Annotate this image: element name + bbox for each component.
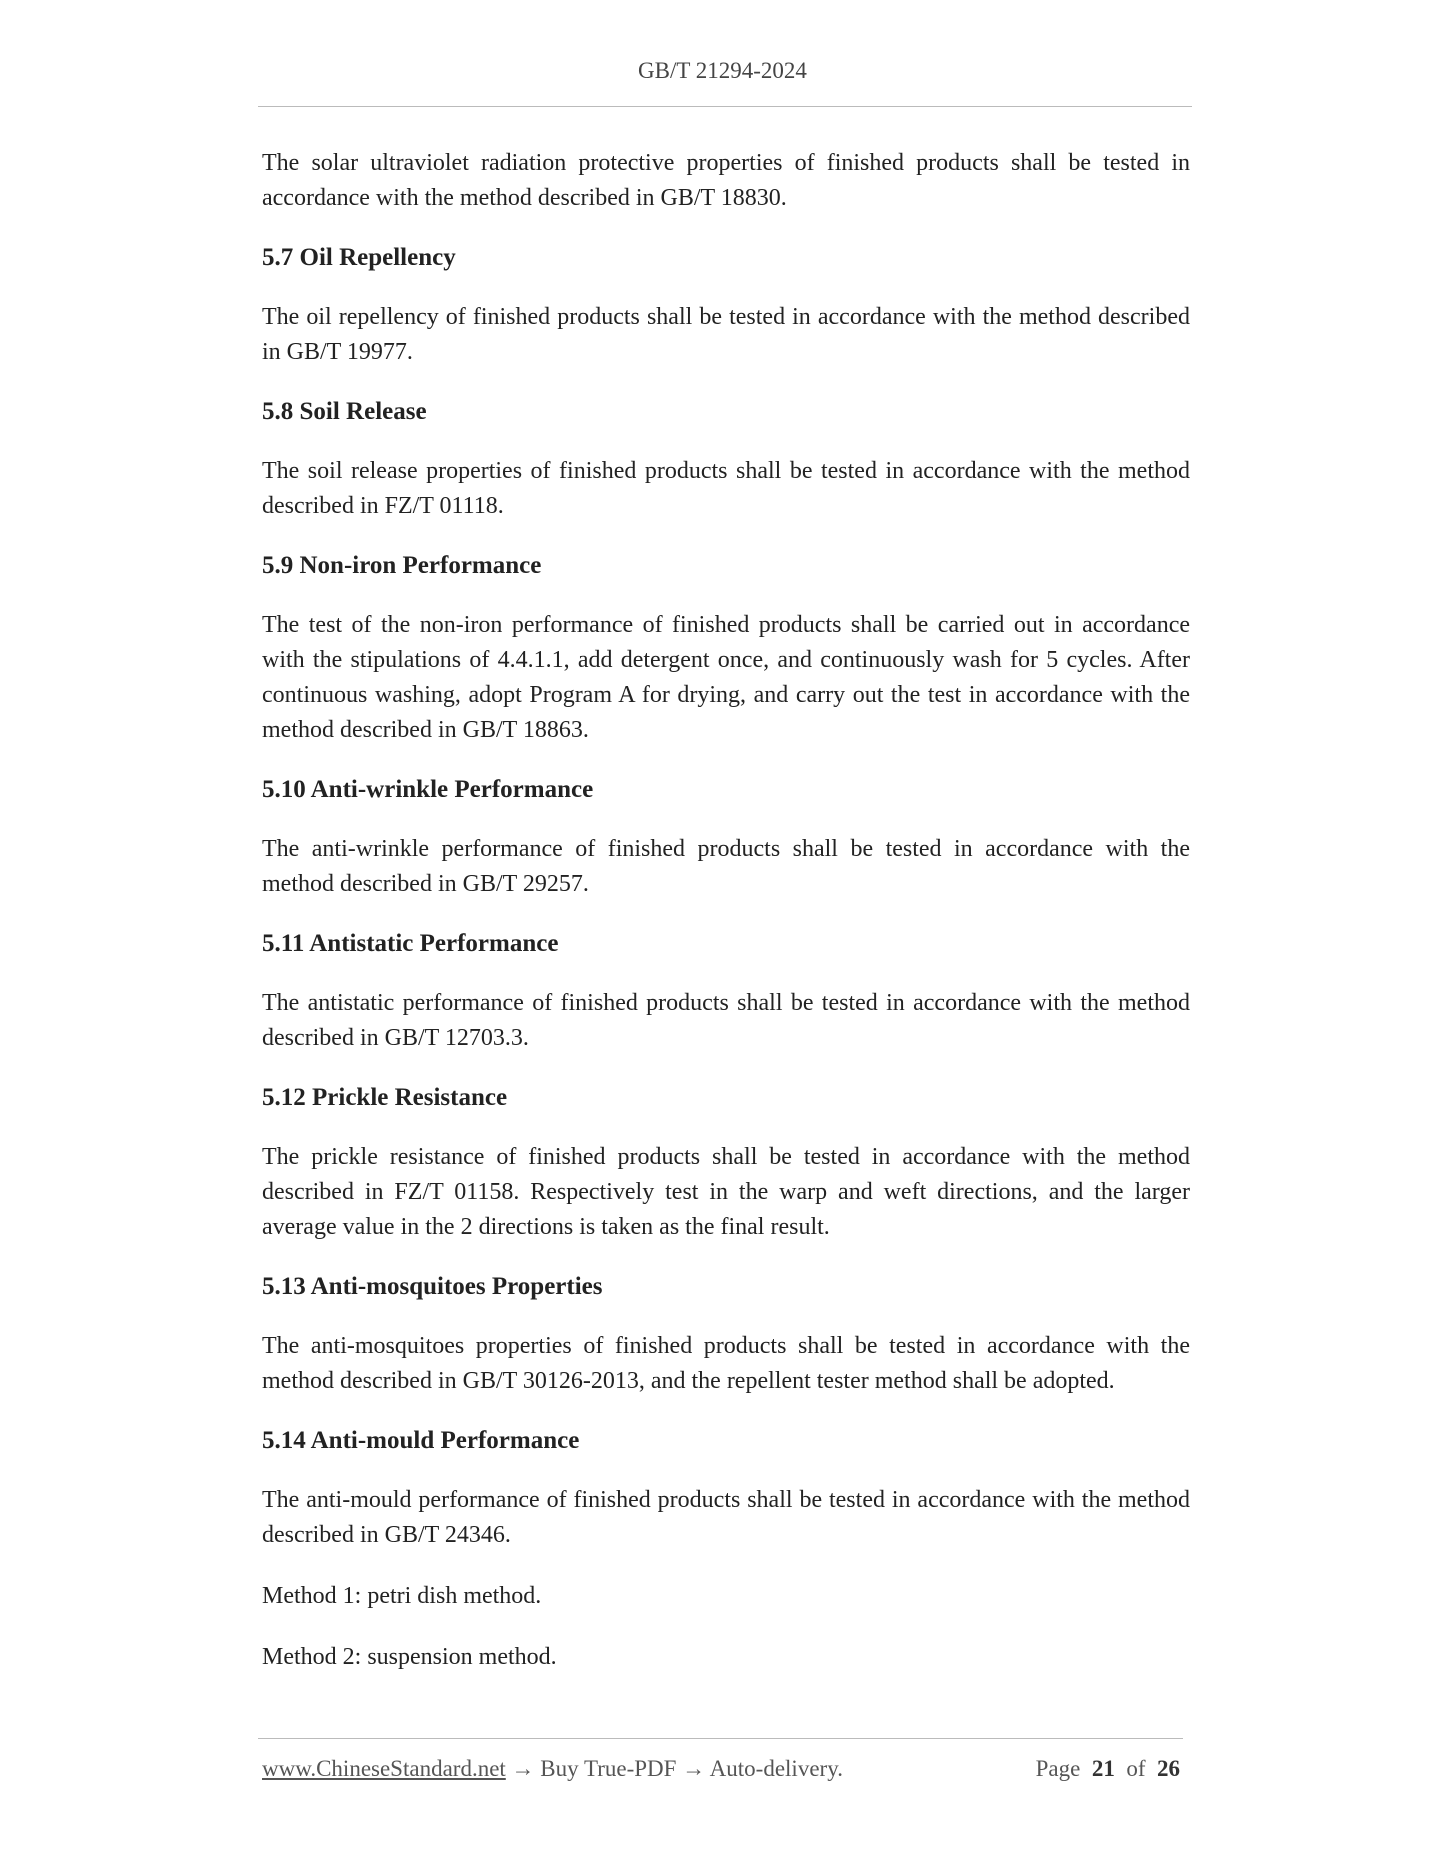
section-paragraph-5-7: The oil repellency of finished products shall be tested in accordance with the method described in GB/T 19977. — [262, 304, 1190, 365]
arrow-right-icon: → — [682, 1756, 706, 1781]
section-heading-5-14: 5.14 Anti-mould Performance — [262, 1427, 580, 1454]
website-link[interactable]: www.ChineseStandard.net — [262, 1756, 506, 1781]
section-paragraph-5-14: The anti-mould performance of finished products shall be tested in accordance with the method described in GB/T 24346. — [262, 1487, 1190, 1548]
auto-delivery-text: Auto-delivery. — [709, 1756, 843, 1781]
document-body — [262, 146, 1190, 1675]
section-paragraph-5-10: The anti-wrinkle performance of finished products shall be tested in accordance with the method described in GB/T 29257. — [262, 836, 1190, 897]
method-2-paragraph: Method 2: suspension method. — [262, 1644, 557, 1670]
footer-divider — [258, 1738, 1183, 1739]
section-heading-5-7: 5.7 Oil Repellency — [262, 244, 456, 271]
page-indicator — [1036, 1756, 1180, 1782]
footer-promo — [262, 1756, 843, 1782]
page-total: 26 — [1157, 1756, 1180, 1781]
section-paragraph-5-11: The antistatic performance of finished products shall be tested in accordance with the method described in GB/T 12703.3. — [262, 990, 1190, 1051]
section-paragraph-5-13: The anti-mosquitoes properties of finished products shall be tested in accordance with the method described in GB/T 30126-2013, and the repellent tester method shall be adopted. — [262, 1333, 1190, 1394]
header-divider — [258, 106, 1192, 107]
section-heading-5-11: 5.11 Antistatic Performance — [262, 930, 559, 957]
page-number: 21 — [1091, 1756, 1115, 1781]
section-heading-5-13: 5.13 Anti-mosquitoes Properties — [262, 1273, 603, 1300]
section-paragraph-5-8: The soil release properties of finished products shall be tested in accordance with the method described in FZ/T 01118. — [262, 458, 1190, 519]
page-header: GB/T 21294-2024 — [638, 58, 807, 83]
page-label: Page — [1035, 1756, 1081, 1781]
section-heading-5-9: 5.9 Non-iron Performance — [262, 552, 542, 579]
section-paragraph-5-12: The prickle resistance of finished products shall be tested in accordance with the method described in FZ/T 01158. Respectively test in the warp and weft directions, and the larger average value in the 2 directions is taken as the final result. — [262, 1144, 1190, 1240]
arrow-right-icon: → — [511, 1756, 535, 1781]
of-label: of — [1126, 1756, 1146, 1781]
buy-pdf-text: Buy True-PDF — [540, 1756, 677, 1781]
method-1-paragraph: Method 1: petri dish method. — [262, 1583, 542, 1609]
intro-paragraph: The solar ultraviolet radiation protective properties of finished products shall be tested in accordance with the method described in GB/T 18830. — [262, 150, 1190, 211]
section-heading-5-8: 5.8 Soil Release — [262, 398, 427, 425]
section-heading-5-12: 5.12 Prickle Resistance — [262, 1084, 508, 1111]
section-paragraph-5-9: The test of the non-iron performance of finished products shall be carried out in accordance with the stipulations of 4.4.1.1, add detergent once, and continuously wash for 5 cycles. After continuous washing, adopt Program A for drying, and carry out the test in accordance with the method described in GB/T 18863. — [262, 612, 1190, 743]
section-heading-5-10: 5.10 Anti-wrinkle Performance — [262, 776, 594, 803]
